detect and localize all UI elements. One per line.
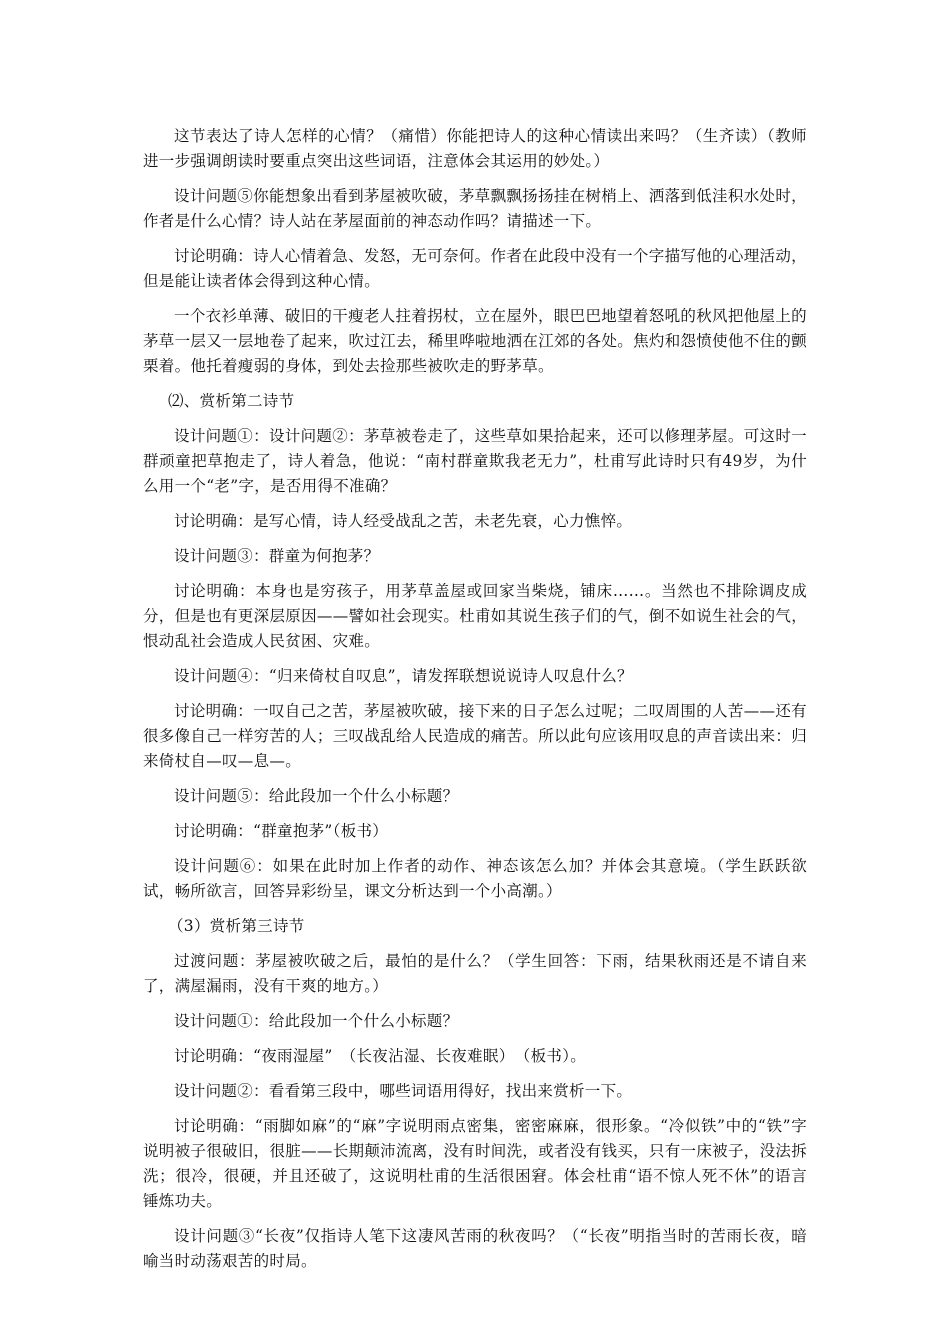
paragraph-discussion-2: 讨论明确：是写心情，诗人经受战乱之苦，未老先衰，心力憔悴。	[174, 512, 633, 530]
paragraph-transition-question: 过渡问题：茅屋被吹破之后，最怕的是什么？（学生回答：下雨，结果秋雨还是不请自来了，满屋漏雨，没有干爽的地方。）	[143, 952, 807, 995]
paragraph-discussion-6: 讨论明确：“夜雨湿屋” （长夜沾湿、长夜难眠） （板书）。	[174, 1047, 587, 1065]
paragraph-design-question-1-2: 设计问题①：设计问题②：茅草被卷走了，这些草如果拾起来，还可以修理茅屋。可这时一群顽童把草抱走了，诗人着急，他说：“南村群童欺我老无力”，杜甫写此诗时只有49岁，为什么用一个“老”字，是否用得不准确？	[143, 427, 807, 495]
paragraph-design-question-6: 设计问题⑥：如果在此时加上作者的动作、神态该怎么加？并体会其意境。（学生跃跃欲试，畅所欲言，回答异彩纷呈，课文分析达到一个小高潮。）	[143, 857, 807, 900]
paragraph-discussion-7: 讨论明确：“雨脚如麻”的“麻”字说明雨点密集，密密麻麻，很形象。“冷似铁”中的“铁”字说明被子很破旧，很脏——长期颠沛流离，没有时间洗，或者没有钱买，只有一床被子，没法拆洗；很冷，很硬，并且还破了，这说明杜甫的生活很困窘。体会杜甫“语不惊人死不休”的语言锤炼功夫。	[143, 1117, 807, 1210]
paragraph-discussion-5: 讨论明确：“群童抱茅”（板书）	[174, 822, 389, 840]
paragraph-design-question-1b: 设计问题①：给此段加一个什么小标题？	[174, 1012, 459, 1030]
document-page	[143, 124, 807, 1284]
paragraph-design-question-3b: 设计问题③“长夜”仅指诗人笔下这凄风苦雨的秋夜吗？（“长夜”明指当时的苦雨长夜，暗喻当时动荡艰苦的时局。	[143, 1227, 807, 1270]
paragraph-design-question-5: 设计问题⑤你能想象出看到茅屋被吹破，茅草飘飘扬扬挂在树梢上、洒落到低洼积水处时，作者是什么心情？诗人站在茅屋面前的神态动作吗？请描述一下。	[143, 187, 807, 230]
paragraph-intro-question: 这节表达了诗人怎样的心情？（痛惜）你能把诗人的这种心情读出来吗？（生齐读）（教师进一步强调朗读时要重点突出这些词语，注意体会其运用的妙处。）	[143, 127, 807, 170]
section-heading-2: ⑵、赏析第二诗节	[168, 392, 295, 410]
paragraph-description: 一个衣衫单薄、破旧的干瘦老人拄着拐杖，立在屋外，眼巴巴地望着怒吼的秋风把他屋上的茅草一层又一层地卷了起来，吹过江去，稀里哗啦地洒在江郊的各处。焦灼和怨愤使他不住的颤栗着。他托着瘦弱的身体，到处去捡那些被吹走的野茅草。	[143, 307, 807, 375]
paragraph-design-question-5b: 设计问题⑤：给此段加一个什么小标题？	[174, 787, 459, 805]
paragraph-discussion-3: 讨论明确：本身也是穷孩子，用茅草盖屋或回家当柴烧，铺床……。当然也不排除调皮成分，但是也有更深层原因——譬如社会现实。杜甫如其说生孩子们的气，倒不如说生社会的气，恨动乱社会造成人民贫困、灾难。	[143, 582, 807, 650]
paragraph-discussion-1: 讨论明确：诗人心情着急、发怒，无可奈何。作者在此段中没有一个字描写他的心理活动，但是能让读者体会得到这种心情。	[143, 247, 807, 290]
paragraph-discussion-4: 讨论明确：一叹自己之苦，茅屋被吹破，接下来的日子怎么过呢；二叹周围的人苦——还有很多像自己一样穷苦的人；三叹战乱给人民造成的痛苦。所以此句应该用叹息的声音读出来：归来倚杖自—叹—息—。	[143, 702, 807, 770]
paragraph-design-question-4: 设计问题④：“归来倚杖自叹息”，请发挥联想说说诗人叹息什么？	[174, 667, 633, 685]
section-heading-3: （3）赏析第三诗节	[168, 917, 305, 935]
paragraph-design-question-2b: 设计问题②：看看第三段中，哪些词语用得好，找出来赏析一下。	[174, 1082, 633, 1100]
paragraph-design-question-3: 设计问题③：群童为何抱茅？	[174, 547, 380, 565]
